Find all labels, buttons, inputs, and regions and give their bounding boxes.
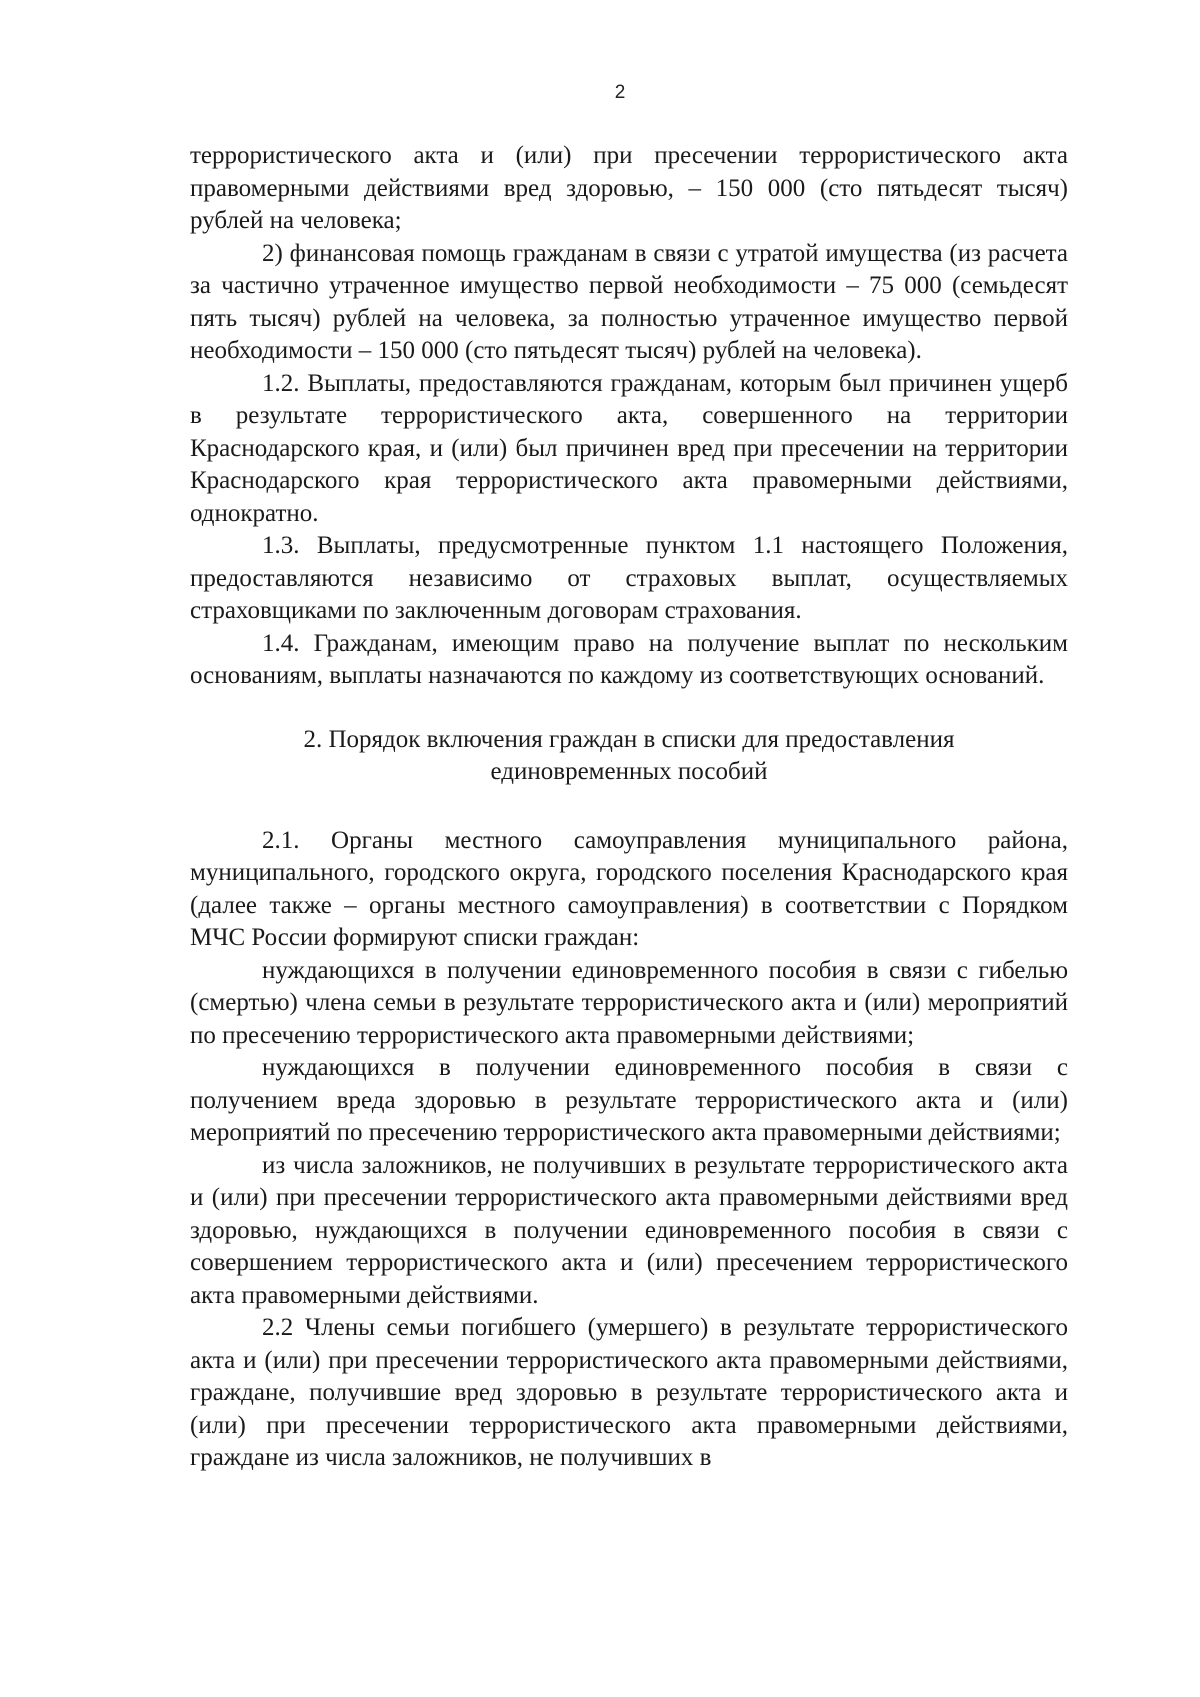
- paragraph-1-3: 1.3. Выплаты, предусмотренные пунктом 1.1 настоящего Положения, предоставляются независимо от страховых выплат, осуществляемых страховщиками по заключенным договорам страхования.: [190, 532, 1068, 624]
- section-heading-line-2: единовременных пособий: [490, 758, 768, 785]
- paragraph-list-harm: нуждающихся в получении единовременного пособия в связи с получением вреда здоровью в результате террористического акта и (или) мероприятий по пресечению террористического акта правомерными действиями;: [190, 1054, 1068, 1146]
- paragraph-2-2: 2.2 Члены семьи погибшего (умершего) в результате террористического акта и (или) при пресечении террористического акта правомерными действиями, граждане, получившие вред здоровью в результате террористического акта и (или) при пресечении террористического акта правомерными действиями, граждане из числа заложников, не получивших в: [190, 1314, 1068, 1471]
- paragraph-1-2: 1.2. Выплаты, предоставляются гражданам, которым был причинен ущерб в результате террористического акта, совершенного на территории Краснодарского края, и (или) был причинен вред при пресечении на территории Краснодарского края террористического акта правомерными действиями, однократно.: [190, 369, 1068, 527]
- section-heading: [190, 724, 1068, 789]
- paragraph-item-2: 2) финансовая помощь гражданам в связи с утратой имущества (из расчета за частично утраченное имущество первой необходимости – 75 000 (семьдесят пять тысяч) рублей на человека, за полностью утраченное имущество первой необходимости – 150 000 (сто пятьдесят тысяч) рублей на человека).: [190, 239, 1068, 364]
- top-paragraphs: [190, 140, 1068, 693]
- paragraph-2-1: 2.1. Органы местного самоуправления муниципального района, муниципального, городского округа, городского поселения Краснодарского края (далее также – органы местного самоуправления) в соответствии с Порядком МЧС России формируют списки граждан:: [190, 826, 1068, 951]
- section-heading-line-1: 2. Порядок включения граждан в списки для предоставления: [303, 725, 955, 753]
- paragraph-continuation: террористического акта и (или) при пресечении террористического акта правомерными действиями вред здоровью, – 150 000 (сто пятьдесят тысяч) рублей на человека;: [190, 142, 1068, 234]
- document-body: [190, 140, 1068, 1475]
- paragraph-list-hostages: из числа заложников, не получивших в результате террористического акта и (или) при пресечении террористического акта правомерными действиями вред здоровью, нуждающихся в получении единовременного пособия в связи с совершением террористического акта и (или) пресечением террористического акта правомерными действиями.: [190, 1151, 1068, 1309]
- page-number: 2: [614, 82, 626, 103]
- bottom-paragraphs: [190, 825, 1068, 1475]
- paragraph-1-4: 1.4. Гражданам, имеющим право на получение выплат по нескольким основаниям, выплаты назначаются по каждому из соответствующих оснований.: [190, 629, 1068, 689]
- paragraph-list-death: нуждающихся в получении единовременного пособия в связи с гибелью (смертью) члена семьи в результате террористического акта и (или) мероприятий по пресечению террористического акта правомерными действиями;: [190, 956, 1068, 1049]
